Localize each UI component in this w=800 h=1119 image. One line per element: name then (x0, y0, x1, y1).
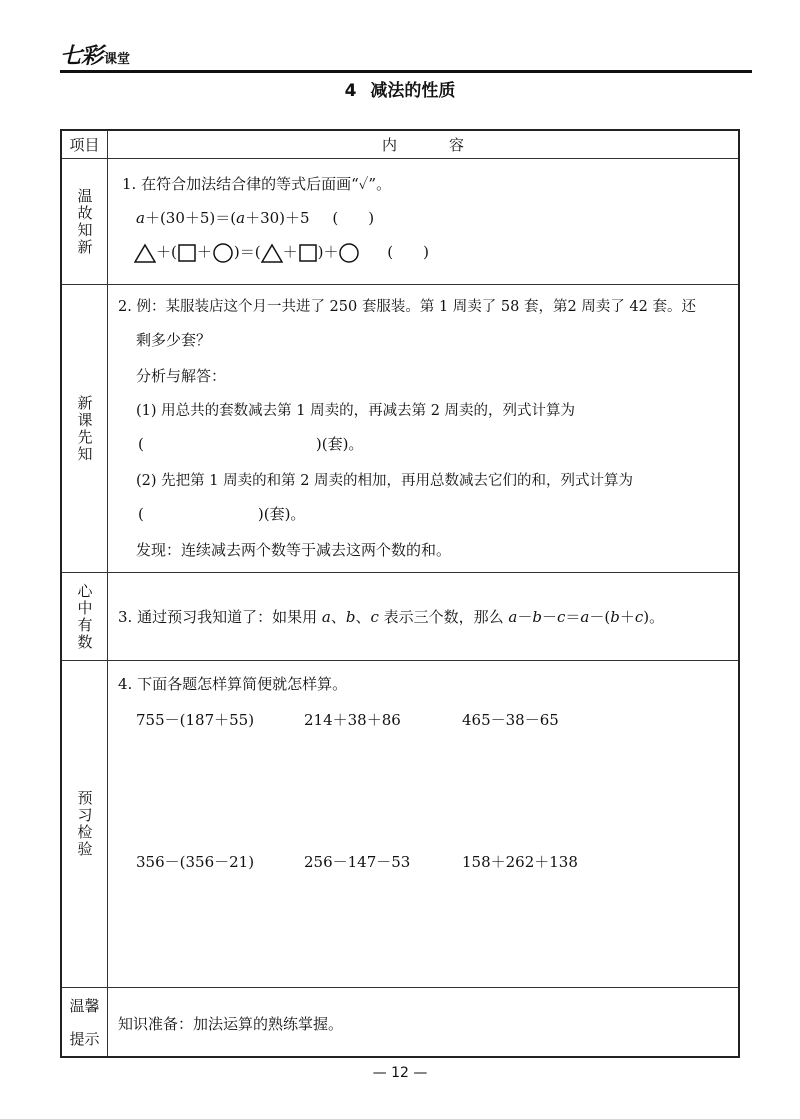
header-col-item (62, 131, 108, 158)
method-2-blank-close: )(套)。 (257, 505, 306, 523)
eq1-var-c: a (236, 209, 246, 227)
formula-a2: a (580, 608, 590, 626)
formula-b: b (532, 608, 542, 626)
equation-1 (136, 207, 374, 228)
preview-label-text: 新课先知 (75, 394, 94, 463)
logo-brand: 七彩 (60, 44, 103, 69)
circle-icon (338, 242, 360, 264)
eq1-answer-paren[interactable]: ( ) (332, 209, 375, 227)
tips-label-line1: 温馨 (69, 997, 100, 1015)
shape-eq-op2: ＋ (196, 243, 212, 261)
header-content-b: 容 (449, 136, 465, 154)
page-number: — 12 — (372, 1065, 428, 1081)
method-2-blank-open: ( (138, 505, 144, 523)
shape-eq-op1: ＋( (156, 243, 177, 261)
formula-a: a (508, 608, 518, 626)
tips-text: 知识准备：加法运算的熟练掌握。 (118, 1015, 344, 1033)
worksheet-table (60, 129, 740, 1058)
formula-equals: ＝ (565, 608, 581, 626)
sep-1: 、 (330, 608, 346, 626)
formula-end: )。 (643, 608, 665, 626)
section-summary-content (108, 573, 738, 660)
title-number: 4 (344, 81, 357, 101)
summary-text-b: 表示三个数，那么 (378, 608, 509, 626)
header-content-a: 内 (381, 136, 397, 154)
practice-expr: 356－(356－21) (136, 853, 255, 871)
section-tips-label (62, 988, 108, 1056)
section-summary-label (62, 573, 108, 660)
square-icon (177, 243, 197, 263)
practice-label-text: 预习检验 (75, 790, 94, 858)
section-preview-content (108, 285, 738, 572)
var-a: a (321, 608, 331, 626)
eq1-part-d: ＋30)＋5 (245, 209, 310, 227)
eq1-var-a: a (136, 209, 145, 227)
question-4: 4. 下面各题怎样算简便就怎样算。 (118, 675, 348, 693)
method-2-blank (138, 503, 305, 524)
header-col-content (108, 131, 738, 158)
section-preview (62, 285, 738, 573)
section-tips (62, 988, 738, 1056)
section-practice-label (62, 661, 108, 987)
question-2-line2: 剩多少套？ (136, 331, 212, 349)
formula-plus: ＋ (619, 608, 635, 626)
formula-minus-1: － (517, 608, 533, 626)
formula-c2: c (634, 608, 644, 626)
section-review-content (108, 159, 738, 284)
analysis-heading: 分析与解答： (136, 367, 227, 385)
method-1-text: (1) 用总共的套数减去第 1 周卖的，再减去第 2 周卖的，列式计算为 (136, 403, 576, 419)
shape-eq-op3: )＝( (233, 243, 261, 261)
section-tips-content (108, 988, 738, 1056)
method-2-text: (2) 先把第 1 周卖的和第 2 周卖的相加，再用总数减去它们的和，列式计算为 (136, 473, 634, 489)
question-1: 1. 在符合加法结合律的等式后面画“✓”。 (122, 175, 392, 193)
practice-expr: 158＋262＋138 (462, 853, 578, 871)
review-label-text: 温故知新 (75, 187, 94, 256)
summary-statement (118, 606, 664, 627)
practice-expr: 214＋38＋86 (304, 711, 401, 729)
header-rule (60, 70, 752, 73)
shape-eq-op5: )＋ (317, 243, 339, 261)
practice-expr: 256－147－53 (304, 853, 411, 871)
shape-eq-answer-paren[interactable]: ( ) (387, 243, 429, 261)
var-c: c (370, 608, 379, 626)
method-1-blank-open: ( (138, 435, 144, 453)
method-1-blank (138, 433, 363, 454)
method-1-blank-close: )(套)。 (315, 435, 364, 453)
brand-logo (60, 40, 152, 70)
section-preview-label (62, 285, 108, 572)
var-b: b (345, 608, 356, 626)
page-title (0, 76, 800, 101)
section-review-label (62, 159, 108, 284)
discovery-text: 发现：连续减去两个数等于减去这两个数的和。 (136, 541, 452, 559)
shape-eq-op4: ＋ (282, 243, 298, 261)
formula-b2: b (610, 608, 620, 626)
summary-text-a: 3. 通过预习我知道了：如果用 (118, 608, 322, 626)
shape-equation (134, 241, 429, 264)
section-summary (62, 573, 738, 661)
question-2-line1: 2. 例：某服装店这个月一共进了 250 套服装。第 1 周卖了 58 套，第2 周卖了 42 套。还 (118, 299, 696, 315)
section-practice-content (108, 661, 738, 987)
section-review (62, 159, 738, 285)
practice-expr: 465－38－65 (462, 711, 559, 729)
formula-c: c (557, 608, 566, 626)
sep-2: 、 (355, 608, 371, 626)
square-icon (298, 243, 318, 263)
section-practice (62, 661, 738, 988)
header-item-label: 项目 (69, 136, 100, 154)
triangle-icon (134, 243, 156, 263)
tips-label-line2: 提示 (69, 1030, 100, 1048)
formula-minus-3: －( (589, 608, 611, 626)
eq1-part-b: ＋(30＋5)＝( (144, 209, 237, 227)
practice-expr: 755－(187＋55) (136, 711, 255, 729)
title-text: 减法的性质 (370, 81, 456, 101)
logo-sub: 课堂 (104, 52, 131, 67)
triangle-icon (261, 243, 283, 263)
formula-minus-2: － (541, 608, 557, 626)
summary-label-text: 心中有数 (75, 582, 94, 651)
table-header-row (62, 131, 738, 159)
circle-icon (212, 242, 234, 264)
